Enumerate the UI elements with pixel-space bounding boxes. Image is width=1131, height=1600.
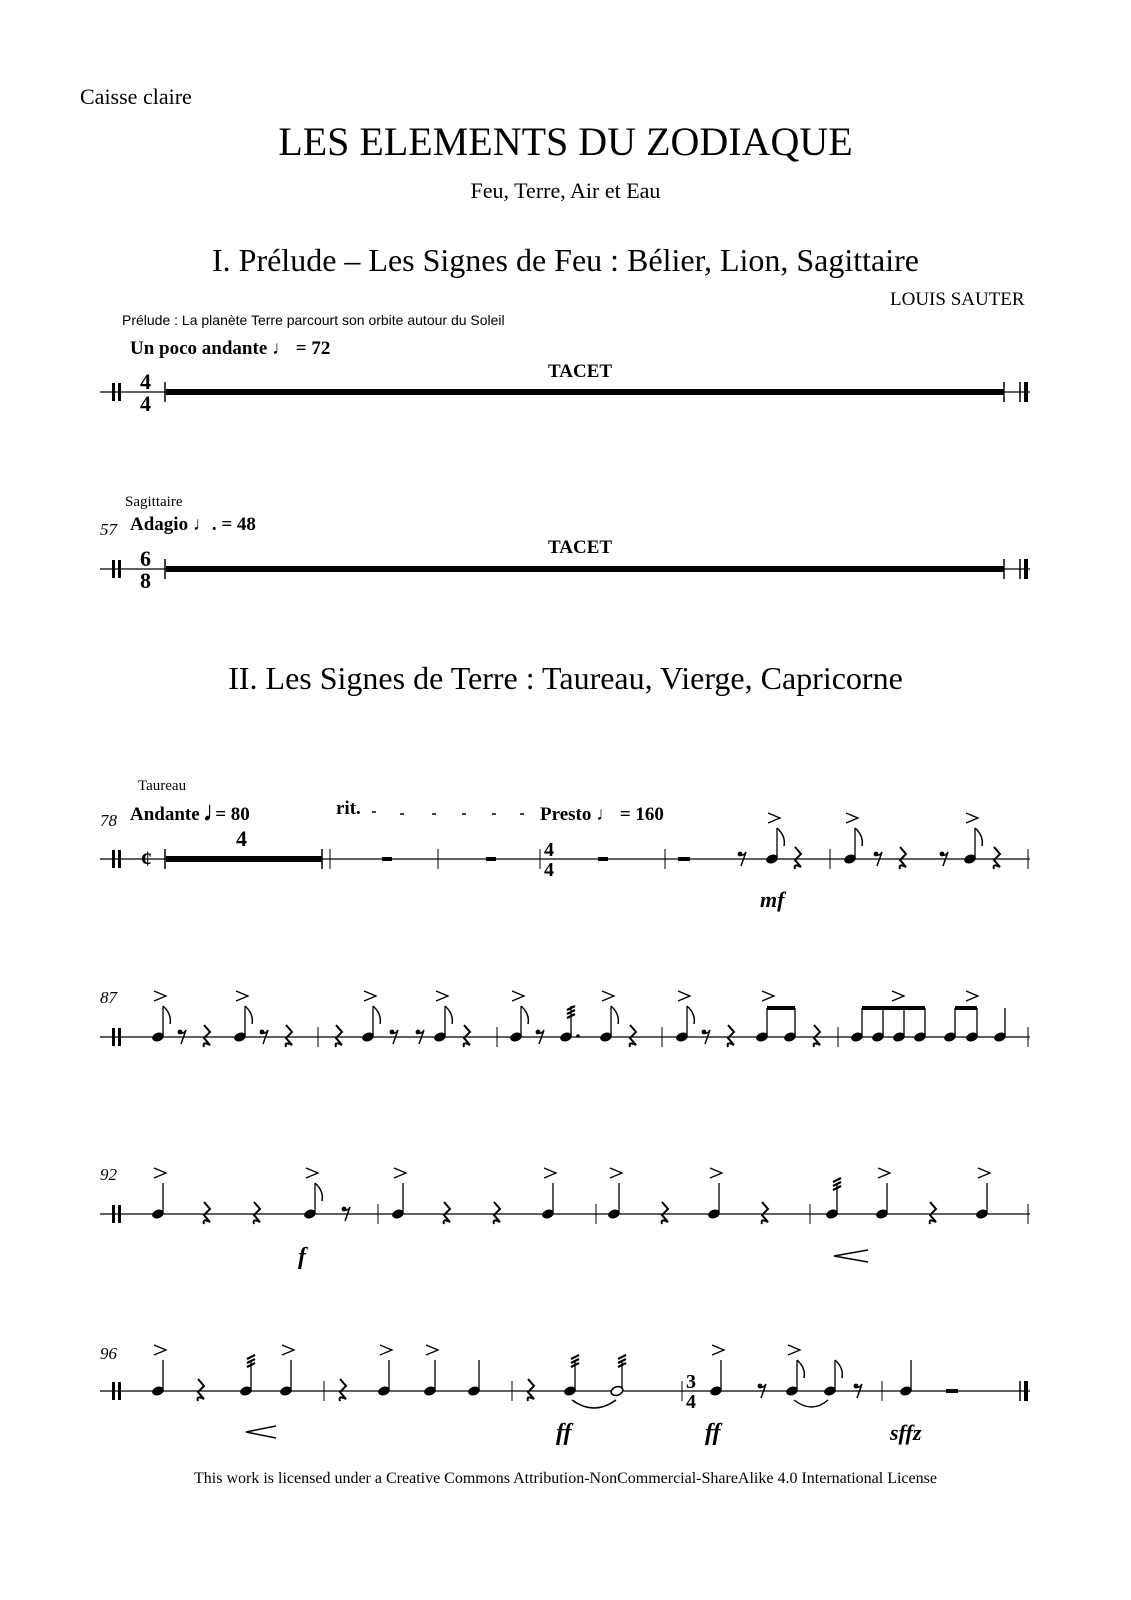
time-sig-top: 4 — [544, 839, 554, 861]
section-label-taureau: Taureau — [138, 778, 187, 794]
time-sig-top: 4 — [140, 369, 151, 394]
license-footer: This work is licensed under a Creative Commons Attribution-NonCommercial-ShareAlike 4.0 International License — [194, 1470, 937, 1487]
staff-system-4 — [100, 991, 1030, 1047]
staff-system-5 — [100, 1168, 1030, 1270]
time-sig-top: 6 — [140, 546, 151, 571]
tempo-value: = 80 — [215, 804, 250, 825]
measure-number-57: 57 — [100, 520, 117, 539]
dynamic-sffz: sffz — [890, 1420, 922, 1445]
tempo-text: Un poco andante — [130, 338, 268, 359]
final-barline — [1024, 382, 1028, 402]
dynamic-ff-1: ff — [556, 1420, 572, 1446]
dynamic-mf: mf — [760, 887, 785, 912]
section-label-sagittaire: Sagittaire — [125, 494, 183, 510]
staff-system-6 — [100, 1345, 1030, 1446]
measure-number-96: 96 — [100, 1344, 117, 1363]
measure-number-87: 87 — [100, 988, 117, 1007]
composer-name: LOUIS SAUTER — [890, 289, 1025, 310]
quarter-note-icon: ♩ — [272, 338, 291, 359]
half-rest — [678, 857, 690, 861]
final-barline — [1024, 1381, 1028, 1401]
tempo-text: Presto — [540, 804, 592, 825]
movement-1-title: I. Prélude – Les Signes de Feu : Bélier, Lion, Sagittaire — [211, 242, 919, 278]
half-rest — [598, 857, 608, 861]
time-sig-bottom: 8 — [140, 568, 151, 593]
tacet-label-1: TACET — [548, 361, 613, 382]
quarter-note-icon: ♩ — [596, 804, 616, 825]
half-note-icon: 𝅘𝅥 — [204, 804, 211, 825]
time-sig-bottom: 4 — [544, 859, 554, 881]
dynamic-f: f — [298, 1244, 306, 1270]
tacet-label-2: TACET — [548, 537, 613, 558]
multi-measure-rest — [166, 389, 1004, 395]
work-title: LES ELEMENTS DU ZODIAQUE — [278, 119, 853, 164]
time-sig-top: 3 — [686, 1371, 696, 1393]
tie — [794, 1400, 828, 1407]
dotted-quarter-note-icon: ♩. — [192, 514, 217, 535]
time-sig-bottom: 4 — [686, 1391, 696, 1413]
instrument-name: Caisse claire — [80, 84, 192, 109]
cut-time-sig: ¢ — [141, 846, 152, 871]
time-sig-bottom: 4 — [140, 391, 151, 416]
tempo-value: = 160 — [619, 804, 664, 825]
staff-system-1 — [100, 369, 1030, 416]
measure-number-92: 92 — [100, 1165, 117, 1184]
tempo-value: = 48 — [221, 514, 256, 535]
staff-system-3 — [100, 812, 1030, 912]
crescendo-hairpin — [246, 1426, 276, 1438]
tempo-text: Andante — [130, 804, 200, 825]
work-subtitle: Feu, Terre, Air et Eau — [470, 178, 661, 203]
half-rest — [946, 1389, 958, 1393]
half-rest — [382, 857, 392, 861]
final-barline — [1024, 559, 1028, 579]
half-rest — [486, 857, 496, 861]
movement-2-title: II. Les Signes de Terre : Taureau, Vierge, Capricorne — [228, 660, 903, 696]
crescendo-hairpin — [834, 1250, 868, 1262]
dynamic-ff-2: ff — [705, 1420, 721, 1446]
measure-number-78: 78 — [100, 811, 117, 830]
multi-measure-rest — [166, 566, 1004, 572]
tempo-value: = 72 — [295, 338, 331, 359]
staff-system-2 — [100, 546, 1030, 593]
prelude-note: Prélude : La planète Terre parcourt son orbite autour du Soleil — [122, 312, 505, 328]
multi-measure-rest — [166, 856, 322, 862]
rit-marking: rit. — [336, 798, 361, 819]
tie — [572, 1400, 616, 1408]
tempo-text: Adagio — [130, 514, 189, 535]
multirest-count: 4 — [236, 826, 247, 851]
